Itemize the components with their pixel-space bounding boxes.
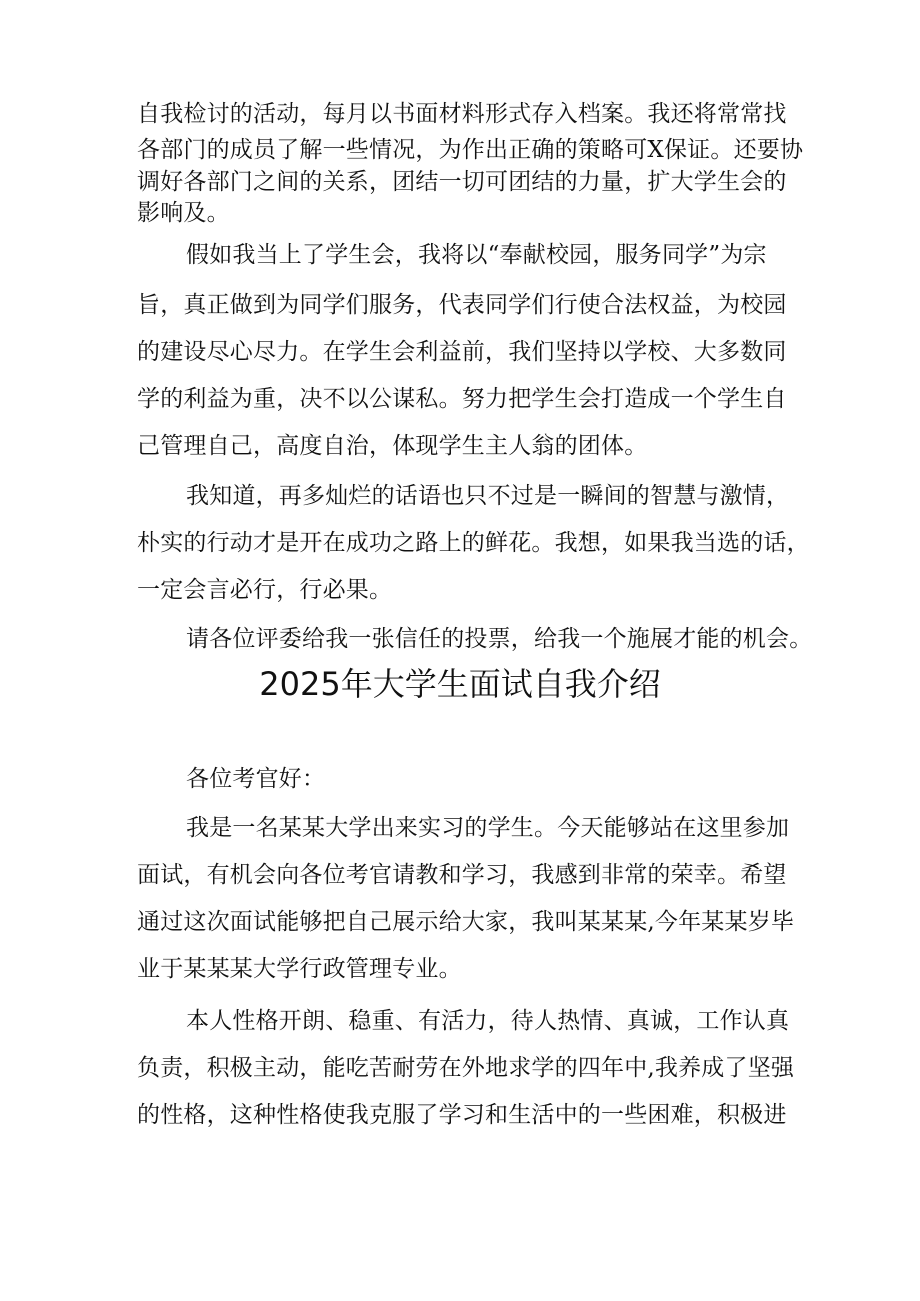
paragraph-line: 请各位评委给我一张信任的投票，给我一个施展才能的机会。 [186, 626, 813, 652]
paragraph-line: 影响及。 [137, 200, 230, 226]
paragraph-line: 负责，积极主动，能吃苦耐劳在外地求学的四年中,我养成了坚强 [137, 1055, 795, 1081]
paragraph-line: 业于某某某大学行政管理专业。 [137, 956, 462, 982]
paragraph-line: 己管理自己，高度自治，体现学生主人翁的团体。 [137, 433, 648, 459]
paragraph-line: 我是一名某某大学出来实习的学生。今天能够站在这里参加 [186, 815, 790, 841]
paragraph-line: 本人性格开朗、稳重、有活力，待人热情、真诚，工作认真 [186, 1008, 790, 1034]
paragraph-line: 旨，真正做到为同学们服务，代表同学们行使合法权益，为校园 [137, 292, 787, 318]
document-title: 2025年大学生面试自我介绍 [259, 665, 661, 703]
paragraph-line: 自我检讨的活动，每月以书面材料形式存入档案。我还将常常找 [137, 101, 787, 127]
paragraph-line: 朴实的行动才是开在成功之路上的鲜花。我想，如果我当选的话， [137, 530, 810, 556]
paragraph-line: 的建设尽心尽力。在学生会利益前，我们坚持以学校、大多数同 [137, 339, 787, 365]
paragraph-line: 我知道，再多灿烂的话语也只不过是一瞬间的智慧与激情， [186, 483, 790, 509]
paragraph-line: 一定会言必行，行必果。 [137, 577, 393, 603]
paragraph-line: 通过这次面试能够把自己展示给大家，我叫某某某,今年某某岁毕 [137, 909, 795, 935]
paragraph-line: 的性格，这种性格使我克服了学习和生活中的一些困难，积极进 [137, 1102, 787, 1128]
salutation-line: 各位考官好： [186, 766, 326, 792]
paragraph-line: 学的利益为重，决不以公谋私。努力把学生会打造成一个学生自 [137, 386, 787, 412]
paragraph-line: 面试，有机会向各位考官请教和学习，我感到非常的荣幸。希望 [137, 862, 787, 888]
paragraph-line: 各部门的成员了解一些情况，为作出正确的策略可X保证。还要协 [137, 137, 804, 163]
paragraph-line: 调好各部门之间的关系，团结一切可团结的力量，扩大学生会的 [137, 169, 787, 195]
paragraph-line: 假如我当上了学生会，我将以“奉献校园，服务同学”为宗 [186, 242, 767, 268]
